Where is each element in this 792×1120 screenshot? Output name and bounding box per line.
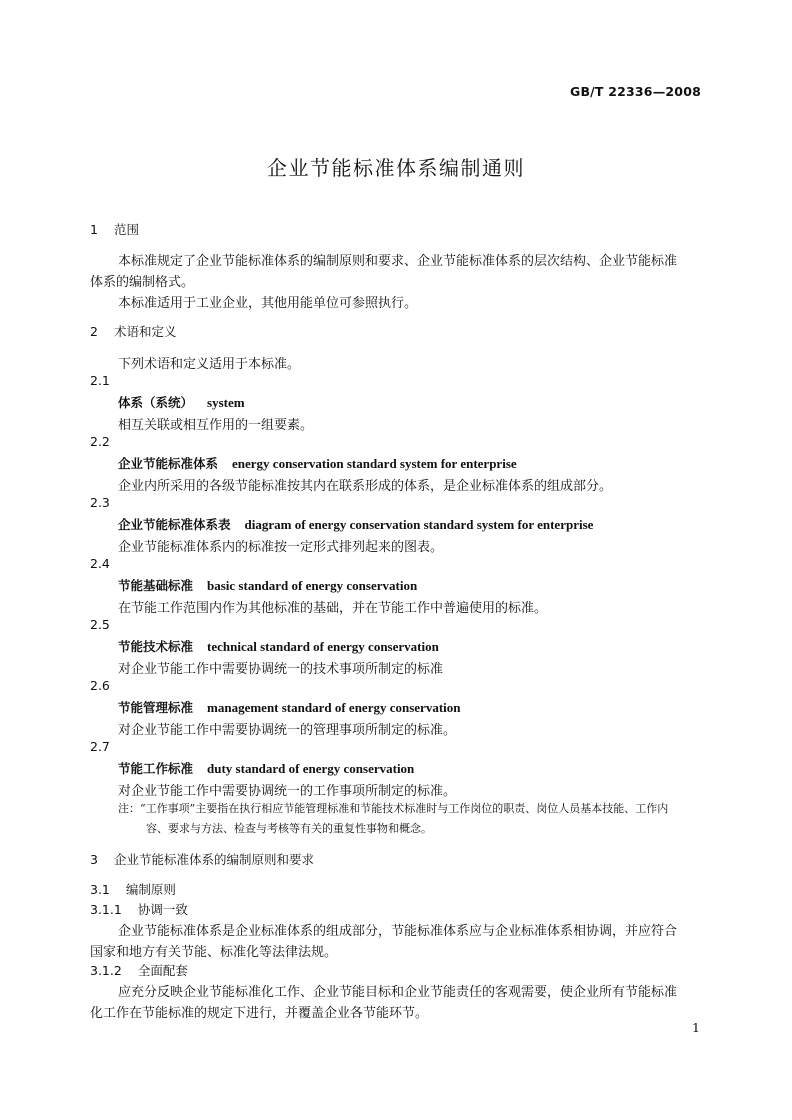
section-title: 术语和定义 xyxy=(113,324,177,339)
paragraph-line: 本标准适用于工业企业，其他用能单位可参照执行。 xyxy=(118,296,418,311)
term-number: 2.4 xyxy=(90,556,110,571)
paragraph-line: 企业节能标准体系是企业标准体系的组成部分，节能标准体系应与企业标准体系相协调，并应符合 xyxy=(118,924,678,939)
term-chinese: 节能技术标准 xyxy=(118,639,194,654)
paragraph-line: 应充分反映企业节能标准化工作、企业节能目标和企业节能责任的客观需要，使企业所有节能标准 xyxy=(118,985,678,1000)
term-entry xyxy=(118,698,461,716)
section-title: 企业节能标准体系的编制原则和要求 xyxy=(113,852,314,867)
page-number: 1 xyxy=(692,1020,700,1035)
term-definition: 企业节能标准体系内的标准按一定形式排列起来的图表。 xyxy=(118,540,444,555)
term-chinese: 节能管理标准 xyxy=(118,700,194,715)
term-definition: 对企业节能工作中需要协调统一的技术事项所制定的标准 xyxy=(118,662,444,677)
term-english: system xyxy=(207,395,245,410)
term-entry xyxy=(118,393,245,411)
term-number: 2.3 xyxy=(90,495,110,510)
section-title: 范围 xyxy=(113,222,139,237)
section-number: 1 xyxy=(90,222,98,237)
term-english: energy conservation standard system for enterprise xyxy=(232,456,517,471)
term-entry xyxy=(118,576,417,594)
paragraph-line: 本标准规定了企业节能标准体系的编制原则和要求、企业节能标准体系的层次结构、企业节能标准 xyxy=(118,254,678,269)
term-english: duty standard of energy conservation xyxy=(207,761,415,776)
note-line: 容、要求与方法、检查与考核等有关的重复性事物和概念。 xyxy=(146,822,432,835)
subsection-heading xyxy=(90,900,188,918)
term-definition: 对企业节能工作中需要协调统一的工作事项所制定的标准。 xyxy=(118,784,457,799)
term-english: technical standard of energy conservation xyxy=(207,639,439,654)
term-english: diagram of energy conservation standard system for enterprise xyxy=(244,517,594,532)
document-number: GB/T 22336—2008 xyxy=(569,84,701,99)
term-definition: 在节能工作范围内作为其他标准的基础，并在节能工作中普遍使用的标准。 xyxy=(118,601,548,616)
term-definition: 企业内所采用的各级节能标准按其内在联系形成的体系，是企业标准体系的组成部分。 xyxy=(118,479,613,494)
term-number: 2.6 xyxy=(90,678,110,693)
term-chinese: 体系（系统） xyxy=(118,395,194,410)
subsection-heading xyxy=(90,961,188,979)
term-definition: 相互关联或相互作用的一组要素。 xyxy=(118,418,314,433)
section-number: 3 xyxy=(90,852,98,867)
term-chinese: 节能基础标准 xyxy=(118,578,194,593)
section-number: 3.1.2 xyxy=(90,963,122,978)
term-number: 2.2 xyxy=(90,434,110,449)
term-entry xyxy=(118,759,414,777)
section-2-heading xyxy=(90,322,176,340)
term-entry xyxy=(118,515,593,533)
section-title: 协调一致 xyxy=(137,902,188,917)
section-number: 3.1 xyxy=(90,882,110,897)
section-title: 全面配套 xyxy=(137,963,188,978)
term-number: 2.5 xyxy=(90,617,110,632)
term-definition: 对企业节能工作中需要协调统一的管理事项所制定的标准。 xyxy=(118,723,457,738)
term-english: management standard of energy conservation xyxy=(207,700,461,715)
section-number: 3.1.1 xyxy=(90,902,122,917)
term-entry xyxy=(118,637,439,655)
term-chinese: 节能工作标准 xyxy=(118,761,194,776)
term-chinese: 企业节能标准体系表 xyxy=(118,517,231,532)
paragraph-line: 化工作在节能标准的规定下进行，并覆盖企业各节能环节。 xyxy=(90,1006,429,1021)
section-3-heading xyxy=(90,850,314,868)
paragraph-line: 体系的编制格式。 xyxy=(90,275,195,290)
section-1-heading xyxy=(90,220,139,238)
section-title: 编制原则 xyxy=(125,882,176,897)
note-line: 注：“工作事项”主要指在执行相应节能管理标准和节能技术标准时与工作岗位的职责、岗位人员基本技能、工作内 xyxy=(118,802,669,815)
term-chinese: 企业节能标准体系 xyxy=(118,456,219,471)
term-english: basic standard of energy conservation xyxy=(207,578,418,593)
term-number: 2.7 xyxy=(90,739,110,754)
paragraph-line: 下列术语和定义适用于本标准。 xyxy=(118,357,301,372)
paragraph-line: 国家和地方有关节能、标准化等法律法规。 xyxy=(90,945,338,960)
subsection-heading xyxy=(90,880,176,898)
section-number: 2 xyxy=(90,324,98,339)
document-title: 企业节能标准体系编制通则 xyxy=(267,156,525,180)
term-entry xyxy=(118,454,517,472)
term-number: 2.1 xyxy=(90,373,110,388)
